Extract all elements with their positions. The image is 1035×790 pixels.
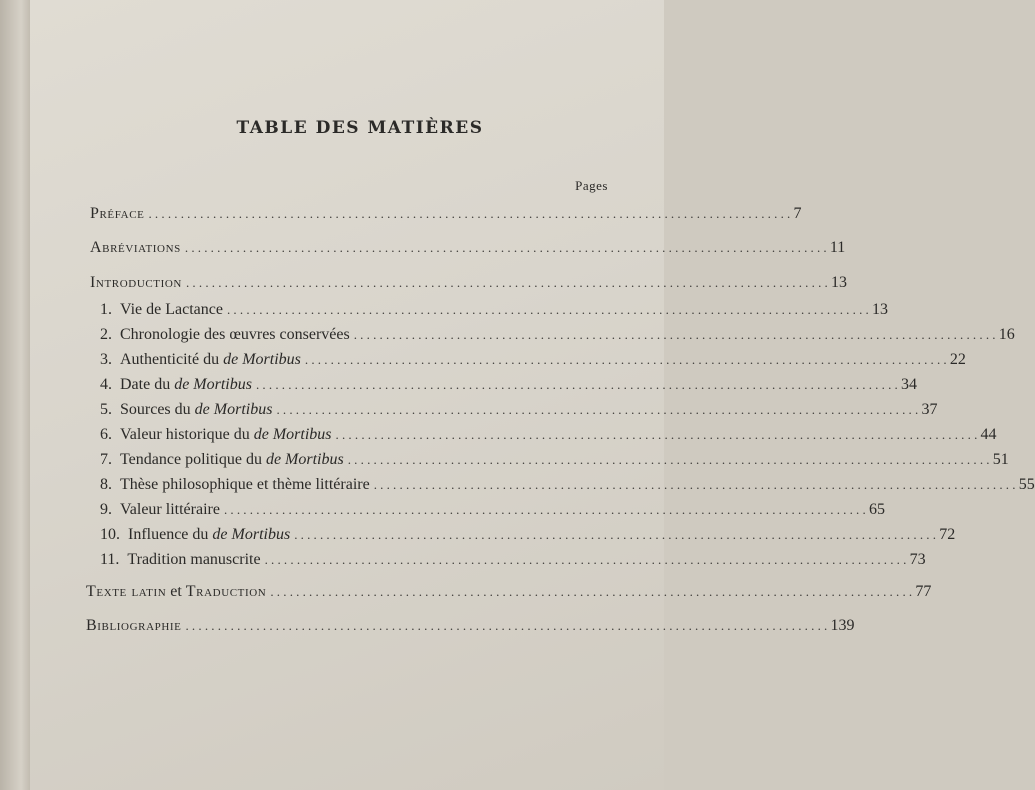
toc-entry-label <box>120 351 305 369</box>
toc-entry-label: Tradition manuscrite <box>127 551 261 568</box>
toc-subentry-number: 4. <box>100 376 112 393</box>
toc-entry-abreviations <box>90 239 846 259</box>
toc-subentry <box>100 401 938 421</box>
toc-entry-texte-traduction <box>86 583 932 603</box>
toc-page-number: 11 <box>829 239 846 256</box>
toc-entry-label: Chronologie des œuvres conservées <box>120 326 350 343</box>
toc-page-number: 44 <box>980 426 997 443</box>
toc-entry-introduction <box>90 274 847 294</box>
leader-dots: .................................................................................................... <box>185 618 831 633</box>
toc-entry-label: Vie de Lactance <box>120 301 223 318</box>
toc-page-number: 16 <box>998 326 1015 343</box>
leader-dots: .................................................................................................... <box>264 552 910 567</box>
toc-subentry <box>100 451 1009 471</box>
toc-page-number: 13 <box>830 274 847 291</box>
leader-dots: .................................................................................................... <box>353 327 999 342</box>
leader-dots: .................................................................................................... <box>304 352 950 367</box>
toc-subentry <box>100 551 926 571</box>
pages-column-heading: Pages <box>575 178 608 193</box>
toc-entry-label <box>86 583 270 601</box>
leader-dots: .................................................................................................... <box>294 527 940 542</box>
work-title: de Mortibus <box>174 376 252 393</box>
toc-subentry-number: 1. <box>100 301 112 318</box>
leader-dots: .................................................................................................... <box>255 377 901 392</box>
toc-page-number: 77 <box>915 583 932 600</box>
toc-subentry-number: 9. <box>100 501 112 518</box>
label-part: et <box>166 583 186 600</box>
toc-subentry <box>100 426 997 446</box>
leader-dots: .................................................................................................... <box>347 452 993 467</box>
toc-subentry-number: 7. <box>100 451 112 468</box>
label-text: Valeur historique du <box>120 426 254 443</box>
toc-page-number: 73 <box>909 551 926 568</box>
leader-dots: .................................................................................................... <box>226 302 872 317</box>
toc-entry-label: Thèse philosophique et thème littéraire <box>120 476 370 493</box>
toc-page-number: 37 <box>921 401 938 418</box>
toc-page-number: 65 <box>868 501 885 518</box>
toc-page-number: 55 <box>1018 476 1035 493</box>
toc-subentry <box>100 501 885 521</box>
toc-subentry-number: 6. <box>100 426 112 443</box>
toc-entry-label <box>120 426 336 444</box>
toc-subentry <box>100 376 917 396</box>
leader-dots: .................................................................................................... <box>185 275 831 290</box>
toc-page-number: 13 <box>871 301 888 318</box>
toc-entry-label <box>128 526 294 544</box>
leader-dots: .................................................................................................... <box>373 477 1019 492</box>
page-title: TABLE DES MATIÈRES <box>236 118 484 138</box>
toc-entry-label: Introduction <box>90 274 182 291</box>
toc-page-number: 51 <box>992 451 1009 468</box>
leader-dots: .................................................................................................... <box>223 502 869 517</box>
toc-entry-label: Valeur littéraire <box>120 501 220 518</box>
work-title: de Mortibus <box>212 526 291 543</box>
label-part: Texte latin <box>86 583 167 600</box>
toc-entry-label: Abréviations <box>90 239 181 256</box>
toc-subentry-number: 2. <box>100 326 112 343</box>
work-title: de Mortibus <box>223 351 301 368</box>
label-text: Date du <box>120 376 175 393</box>
leader-dots: .................................................................................................... <box>276 402 922 417</box>
book-spine-edge <box>0 0 31 790</box>
toc-page-number: 34 <box>900 376 917 393</box>
toc-subentry <box>100 301 888 321</box>
toc-page-number: 7 <box>793 205 802 222</box>
toc-subentry <box>100 476 1035 496</box>
leader-dots: .................................................................................................... <box>335 427 981 442</box>
toc-entry-preface <box>90 205 802 225</box>
label-text: Sources du <box>120 401 195 418</box>
work-title: de Mortibus <box>253 426 332 443</box>
label-text: Tendance politique du <box>120 451 266 468</box>
book-page <box>30 0 1035 790</box>
toc-page-number: 22 <box>949 351 966 368</box>
toc-subentry-number: 8. <box>100 476 112 493</box>
toc-subentry-number: 3. <box>100 351 112 368</box>
label-part: Traduction <box>185 583 267 600</box>
toc-entry-label <box>120 451 348 469</box>
toc-entry-label <box>120 376 256 394</box>
toc-page-number: 139 <box>830 617 855 634</box>
toc-subentry-number: 10. <box>100 526 120 543</box>
toc-subentry-number: 11. <box>100 551 120 568</box>
leader-dots: .................................................................................................... <box>148 206 794 221</box>
toc-subentry <box>100 326 1015 346</box>
toc-subentry-number: 5. <box>100 401 112 418</box>
toc-entry-bibliographie <box>86 617 855 637</box>
work-title: de Mortibus <box>265 451 344 468</box>
toc-entry-label: Bibliographie <box>86 617 182 634</box>
work-title: de Mortibus <box>194 401 273 418</box>
toc-entry-label: Préface <box>90 205 145 222</box>
toc-page-number: 72 <box>939 526 956 543</box>
leader-dots: .................................................................................................... <box>270 584 916 599</box>
toc-subentry <box>100 526 956 546</box>
leader-dots: .................................................................................................... <box>184 240 830 255</box>
label-text: Influence du <box>128 526 213 543</box>
label-text: Authenticité du <box>120 351 224 368</box>
toc-entry-label <box>120 401 276 419</box>
toc-subentry <box>100 351 966 371</box>
